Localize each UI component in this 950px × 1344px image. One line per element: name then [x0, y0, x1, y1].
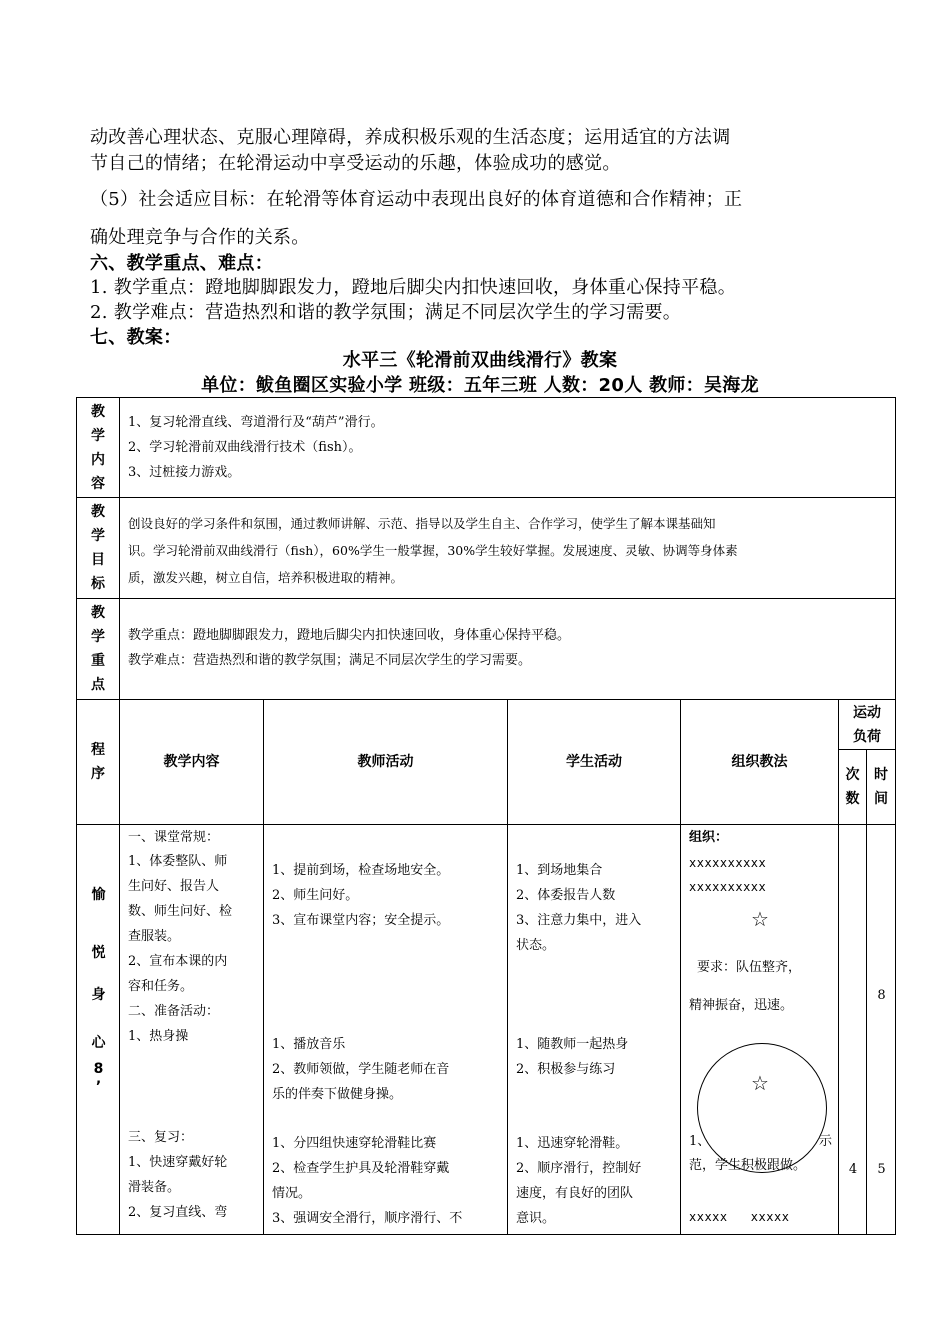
header-order: 程 序 — [77, 700, 120, 825]
header-student: 学生活动 — [508, 700, 681, 825]
key-text: 教学重点：蹬地脚脚跟发力，蹬地后脚尖内扣快速回收，身体重心保持平稳。 教学难点：营造热烈和谐的教学氛围；满足不同层次学生的学习需要。 — [120, 599, 896, 700]
stage-student: 1、到场地集合 2、体委报告人数 3、注意力集中，进入 状态。 1、随教师一起热身 2、积极参与练习 1、迅速穿轮滑鞋。 2、顺序滑行，控制好 速度，有良好的团队 意识。 — [508, 825, 681, 1235]
teacher-star-icon: ☆ — [751, 907, 769, 931]
plan-subtitle: 单位：鲅鱼圈区实验小学 班级：五年三班 人数：20人 教师：吴海龙 — [201, 375, 759, 396]
intro-line-1: 动改善心理状态、克服心理障碍，养成积极乐观的生活态度；运用适宜的方法调 — [90, 127, 731, 148]
key-label: 教 学 重 点 — [77, 599, 120, 700]
header-content: 教学内容 — [120, 700, 264, 825]
header-times: 次 数 — [839, 750, 867, 825]
key-point-1: 1. 教学重点：蹬地脚脚跟发力，蹬地后脚尖内扣快速回收，身体重心保持平稳。 — [90, 277, 736, 298]
formation-bottom: xxxxx xxxxx — [689, 1210, 790, 1224]
intro-line-2: 节自己的情绪；在轮滑运动中享受运动的乐趣，体验成功的感觉。 — [90, 153, 621, 174]
intro-line-4: 确处理竞争与合作的关系。 — [90, 227, 310, 248]
stage-time: 8 5 — [867, 825, 896, 1235]
goal-row — [77, 498, 896, 599]
header-teacher: 教师活动 — [264, 700, 508, 825]
content-label: 教 学 内 容 — [77, 398, 120, 498]
stage-teacher: 1、提前到场，检查场地安全。 2、师生问好。 3、宣布课堂内容；安全提示。 1、播放音乐 2、教师领做，学生随老师在音 乐的伴奏下做健身操。 1、分四组快速穿轮滑鞋比赛 2、检查学生护具及轮滑鞋穿戴 情况。 3、强调安全滑行，顺序滑行、不 — [264, 825, 508, 1235]
header-load: 运动 负荷 — [839, 700, 896, 750]
plan-title: 水平三《轮滑前双曲线滑行》教案 — [342, 350, 618, 371]
intro-line-3: （5）社会适应目标：在轮滑等体育运动中表现出良好的体育道德和合作精神；正 — [90, 189, 743, 210]
content-row — [77, 398, 896, 498]
lesson-plan-table — [76, 397, 896, 1235]
formation-row-2: xxxxxxxxxx — [689, 880, 767, 894]
key-row — [77, 599, 896, 700]
header-row-1 — [77, 700, 896, 750]
stage-method: 组织： xxxxxxxxxx xxxxxxxxxx ☆ 要求：队伍整齐， 精神振奋，迅速。 ☆ 1、 示 范，学生积极跟做。 xxxxx xxxxx — [681, 825, 839, 1235]
section-heading-6: 六、教学重点、难点： — [90, 253, 273, 274]
stage-content: 一、课堂常规： 1、体委整队、师 生问好、报告人 数、师生问好、检 查服装。 2、宣布本课的内 容和任务。 二、准备活动： 1、热身操 三、复习： 1、快速穿戴好轮 滑装备。 2、复习直线、弯 — [120, 825, 264, 1235]
section-heading-7: 七、教案： — [90, 327, 182, 348]
key-point-2: 2. 教学难点：营造热烈和谐的教学氛围；满足不同层次学生的学习需要。 — [90, 302, 682, 323]
formation-row-1: xxxxxxxxxx — [689, 856, 767, 870]
stage-row — [77, 825, 896, 1235]
stage-label: 愉 悦 身 心 8 ’ — [77, 825, 120, 1235]
content-text: 1、复习轮滑直线、弯道滑行及“葫芦”滑行。 2、学习轮滑前双曲线滑行技术（fish）。 3、过桩接力游戏。 — [120, 398, 896, 498]
goal-label: 教 学 目 标 — [77, 498, 120, 599]
header-method: 组织教法 — [681, 700, 839, 825]
circle-star-icon: ☆ — [751, 1071, 769, 1095]
goal-text: 创设良好的学习条件和氛围，通过教师讲解、示范、指导以及学生自主、合作学习，使学生了解本课基础知 识。学习轮滑前双曲线滑行（fish），60%学生一般掌握，30%学生较好掌握。发展速度、灵敏、协调等身体素 质，激发兴趣，树立自信，培养积极进取的精神。 — [120, 498, 896, 599]
header-time: 时 间 — [867, 750, 896, 825]
stage-times: 4 — [839, 825, 867, 1235]
